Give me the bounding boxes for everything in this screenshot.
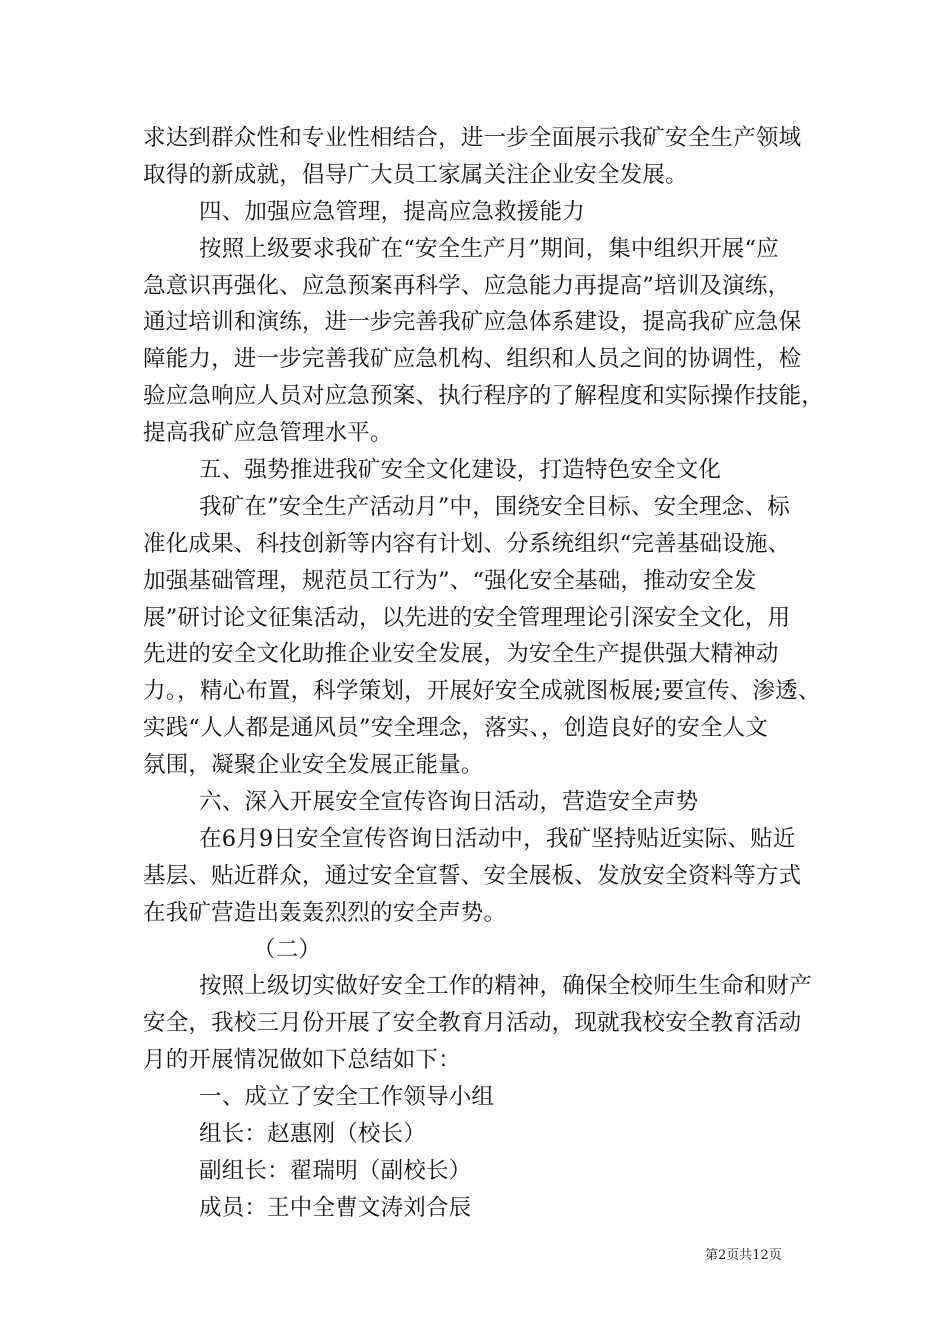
text-line: 力。，精心布置，科学策划，开展好安全成就图板展;要宣传、渗透、 xyxy=(143,678,821,705)
text-line: 五、强势推进我矿安全文化建设，打造特色安全文化 xyxy=(199,457,722,484)
text-line: 成员：王中全曹文涛刘合辰 xyxy=(199,1194,472,1221)
text-line: 展”研讨论文征集活动，以先进的安全管理理论引深安全文化，用 xyxy=(143,604,791,631)
text-line: 急意识再强化、应急预案再科学、应急能力再提高”培训及演练， xyxy=(143,272,791,299)
text-line: 先进的安全文化助推企业安全发展，为安全生产提供强大精神动 xyxy=(143,641,779,668)
text-line: 在6月9日安全宣传咨询日活动中，我矿坚持贴近实际、贴近 xyxy=(199,825,796,852)
text-line: 按照上级切实做好安全工作的精神，确保全校师生生命和财产 xyxy=(199,973,812,1000)
text-line: 一、成立了安全工作领导小组 xyxy=(199,1084,495,1111)
text-line: 准化成果、科技创新等内容有计划、分系统组织“完善基础设施、 xyxy=(143,530,791,557)
page-number: 第2页共12页 xyxy=(705,1248,782,1263)
text-line: 四、加强应急管理，提高应急救援能力 xyxy=(199,198,585,225)
text-line: 求达到群众性和专业性相结合，进一步全面展示我矿安全生产领域 xyxy=(143,125,802,151)
text-line: 通过培训和演练，进一步完善我矿应急体系建设，提高我矿应急保 xyxy=(143,309,802,336)
text-line: 加强基础管理，规范员工行为”、“强化安全基础，推动安全发 xyxy=(143,567,757,594)
text-line: 取得的新成就，倡导广大员工家属关注企业安全发展。 xyxy=(143,161,688,188)
text-line: 月的开展情况做如下总结如下： xyxy=(143,1047,461,1074)
text-line: 我矿在”安全生产活动月”中，围绕安全目标、安全理念、标 xyxy=(199,493,790,520)
text-line: 安全，我校三月份开展了安全教育月活动，现就我校安全教育活动 xyxy=(143,1010,802,1037)
text-line: 六、深入开展安全宣传咨询日活动，营造安全声势 xyxy=(199,789,699,816)
document-body xyxy=(143,120,825,1227)
text-line: 基层、贴近群众，通过安全宣誓、安全展板、发放安全资料等方式 xyxy=(143,862,802,889)
section-heading: （二） xyxy=(253,936,322,963)
text-line: 按照上级要求我矿在“安全生产月”期间，集中组织开展“应 xyxy=(199,235,779,262)
text-line: 氛围，凝聚企业安全发展正能量。 xyxy=(143,752,484,779)
text-line: 实践“人人都是通风员”安全理念，落实、，创造良好的安全人文 xyxy=(143,715,769,742)
text-line: 验应急响应人员对应急预案、执行程序的了解程度和实际操作技能， xyxy=(143,383,825,410)
text-line: 障能力，进一步完善我矿应急机构、组织和人员之间的协调性，检 xyxy=(143,346,802,373)
text-line: 提高我矿应急管理水平。 xyxy=(143,420,393,447)
text-line: 在我矿营造出轰轰烈烈的安全声势。 xyxy=(143,899,507,926)
text-line: 副组长：翟瑞明（副校长） xyxy=(199,1157,472,1184)
text-line: 组长：赵惠刚（校长） xyxy=(199,1121,427,1148)
